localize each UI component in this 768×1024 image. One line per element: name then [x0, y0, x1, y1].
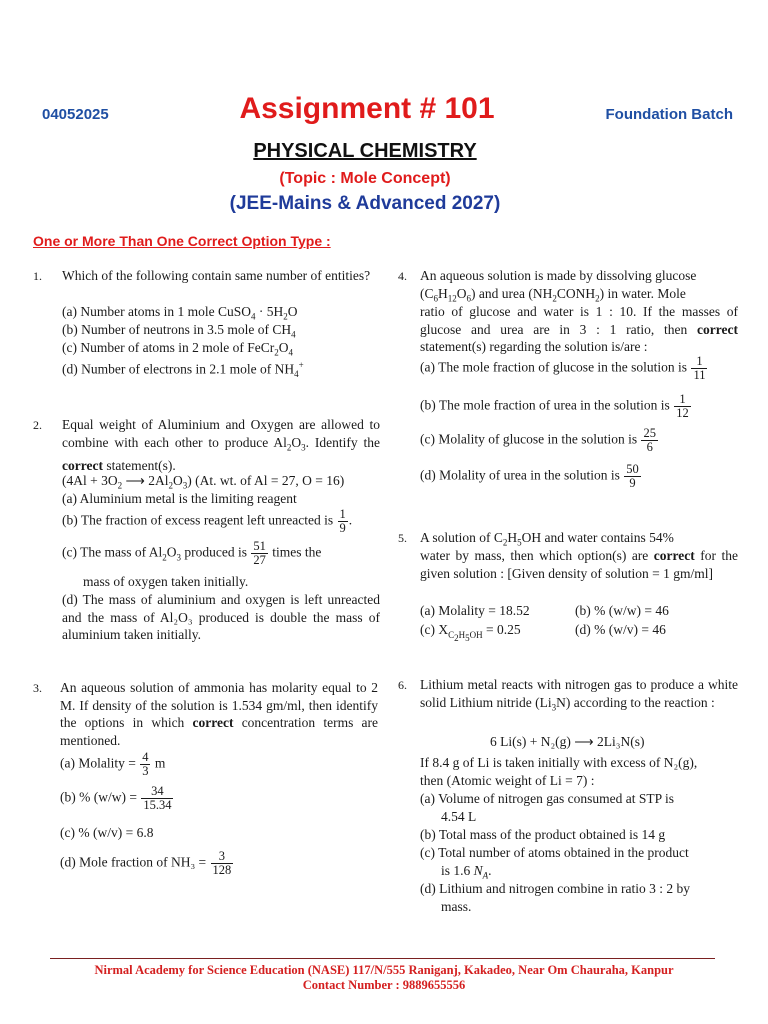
question-5 — [398, 529, 743, 649]
topic-heading: (Topic : Mole Concept) — [279, 170, 451, 187]
reaction-equation: 6 Li(s) + N₂(g) ⟶ 2Li₃N(s) — [490, 734, 645, 749]
question-stem-line1: An aqueous solution is made by dissolving glucose — [420, 268, 697, 283]
option-a: (a) Molality = $\frac{4}{3}$ m — [60, 750, 166, 778]
question-number: 3. — [33, 681, 42, 695]
footer-address: Nirmal Academy for Science Education (NASE) 117/N/555 Raniganj, Kakadeo, Near Om Chauraha, Kanpur — [94, 963, 674, 977]
option-c: (c) $X_{C_2H_5OH} = 0.25$ — [420, 622, 521, 643]
question-number: 4. — [398, 269, 407, 283]
option-b: (b) The fraction of excess reagent left unreacted is $\frac{1}{9}$ . — [62, 507, 353, 535]
option-d-cont: mass. — [441, 899, 472, 914]
option-c-cont: is 1.6 $N_A$. — [441, 863, 492, 881]
option-b: (b) % (w/w) = $\frac{34}{15.34}$ — [60, 784, 172, 812]
option-a: (a) The mole fraction of glucose in the solution is $\frac{1}{11}$ — [420, 354, 706, 382]
question-number: 6. — [398, 678, 407, 692]
reaction-data: ($4Al + 3O_2$ ⟶ $2Al_2O_3$) (At. wt. of Al = 27, O = 16) — [62, 473, 345, 491]
option-d: (d) The mass of aluminium and oxygen is left unreacted and the mass of Al₂O₃ produced is double the mass of aluminium taken initially. — [62, 592, 380, 642]
option-b: (b) % (w/w) = 46 — [575, 603, 669, 618]
question-2 — [33, 416, 383, 646]
question-stem: An aqueous solution of ammonia has molarity equal to 2 M. If density of the solution is 1.534 gm/ml, then identify the options in which correct concentration terms are mentioned. — [60, 680, 379, 748]
question-stem-line2: water by mass, then which option(s) are correct for the given solution : [Given density of solution = 1 gm/ml] — [420, 548, 738, 581]
option-a-cont: 4.54 L — [441, 809, 477, 824]
assignment-title: Assignment # 101 — [239, 92, 495, 125]
option-d: (d) Mole fraction of NH₃ = $\frac{3}{128}$ — [60, 849, 232, 877]
option-c: (c) Molality of glucose in the solution is $\frac{25}{6}$ — [420, 426, 656, 454]
option-a: (a) Volume of nitrogen gas consumed at STP is — [420, 791, 674, 806]
option-b: (b) Total mass of the product obtained is 14 g — [420, 827, 666, 842]
question-stem: Equal weight of Aluminium and Oxygen are allowed to combine with each other to produce $Al_2O_3$. Identify the correct statement(s). — [62, 417, 380, 473]
option-a: (a) Number atoms in 1 mole CuSO$_4$ · $5H_2O$ — [62, 304, 298, 322]
option-b: (b) The mole fraction of urea in the solution is $\frac{1}{12}$ — [420, 392, 689, 420]
option-a: (a) Aluminium metal is the limiting reagent — [62, 491, 297, 506]
footer-contact: Contact Number : 9889655556 — [302, 978, 466, 992]
question-3 — [33, 679, 383, 879]
question-stem-line2: $(C_6H_{12}O_6)$ and urea $(NH_2CONH_2)$ in water. Mole — [420, 286, 686, 304]
option-d: (d) Lithium and nitrogen combine in ratio 3 : 2 by — [420, 881, 690, 896]
option-c: (c) Total number of atoms obtained in the product — [420, 845, 689, 860]
option-d: (d) Number of electrons in 2.1 mole of $NH_4^+$ — [62, 360, 304, 380]
question-stem: Which of the following contain same number of entities? — [62, 268, 371, 283]
exam-heading: (JEE-Mains & Advanced 2027) — [229, 193, 501, 214]
option-d: (d) Molality of urea in the solution is $\frac{50}{9}$ — [420, 462, 639, 490]
option-b: (b) Number of neutrons in 3.5 mole of $CH_4$ — [62, 322, 296, 340]
option-c: (c) The mass of $Al_2O_3$ produced is $\frac{51}{27}$ times the — [62, 539, 322, 567]
given-line2: then (Atomic weight of Li = 7) : — [420, 773, 595, 788]
question-1 — [33, 267, 383, 387]
option-a: (a) Molality = 18.52 — [420, 603, 530, 618]
option-d: (d) % (w/v) = 46 — [575, 622, 666, 637]
given-line1: If 8.4 g of Li is taken initially with excess of N₂(g), — [420, 755, 698, 770]
batch-label: Foundation Batch — [605, 106, 733, 123]
question-number: 2. — [33, 418, 42, 432]
question-4 — [398, 267, 743, 497]
question-type-heading: One or More Than One Correct Option Type : — [33, 233, 331, 249]
option-c-cont: mass of oxygen taken initially. — [83, 574, 249, 589]
question-stem-line3: ratio of glucose and water is 1 : 10. If the masses of glucose and urea are in 3 : 1 ratio, then correct statement(s) regarding the solution is/are : — [420, 304, 738, 354]
question-6 — [398, 676, 743, 916]
question-number: 1. — [33, 269, 42, 283]
question-stem-line1: A solution of $C_2H_5OH$ and water contains 54% — [420, 530, 674, 548]
question-stem: Lithium metal reacts with nitrogen gas to produce a white solid Lithium nitride $(Li_3N)$ according to the reaction : — [420, 677, 738, 713]
question-number: 5. — [398, 531, 407, 545]
option-c: (c) Number of atoms in 2 mole of $FeCr_2O_4$ — [62, 340, 293, 358]
option-c: (c) % (w/v) = 6.8 — [60, 825, 154, 840]
footer-divider — [50, 958, 715, 959]
assignment-code: 04052025 — [42, 106, 109, 123]
subject-heading: PHYSICAL CHEMISTRY — [253, 140, 477, 162]
